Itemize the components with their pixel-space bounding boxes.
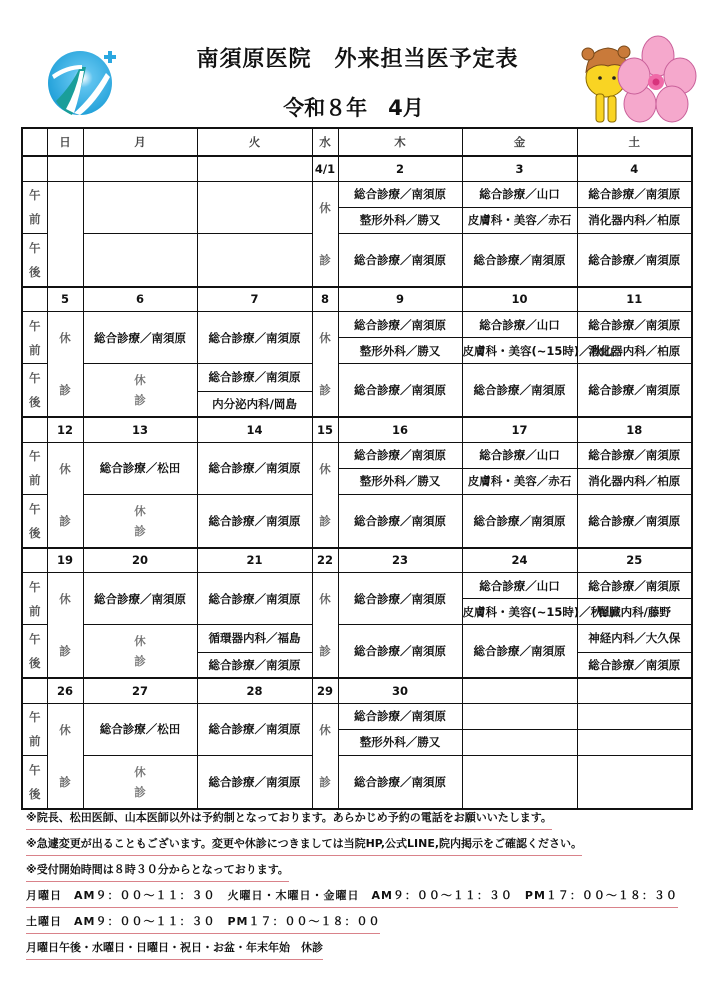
sun-closed: [47, 312, 83, 418]
date-tue: [197, 156, 312, 181]
date-corner: [22, 287, 47, 312]
date-fri: 24: [462, 548, 577, 573]
pm-label: [22, 494, 47, 548]
pm-label: [22, 625, 47, 679]
shift-cell-mon_am: 総合診療／松田: [83, 442, 197, 494]
shift-cell-thu_am: 整形外科／勝又: [338, 729, 462, 755]
am-label: [22, 573, 47, 625]
am-label: [22, 181, 47, 233]
am-row: [22, 312, 692, 338]
session-char: 午: [29, 240, 41, 255]
closed-char: 診: [134, 523, 146, 538]
shift-cell-thu_am: 整形外科／勝又: [338, 468, 462, 494]
session-char: 午: [29, 371, 41, 385]
shift-cell-fri_pm: 総合診療／南須原: [462, 233, 577, 287]
weekday-wed: 水: [312, 128, 338, 156]
shift-cell-fri_am: 総合診療／山口: [462, 181, 577, 207]
sun-empty: [47, 181, 83, 287]
closed-char: 診: [319, 252, 331, 267]
weekday-sat: 土: [577, 128, 692, 156]
date-wed: 15: [312, 417, 338, 442]
shift-cell-sat_pm: 総合診療／南須原: [577, 652, 692, 678]
note-changes: ※急遽変更が出ることもございます。変更や休診につきましては当院HP,公式LINE,院内掲示をご確認ください。: [26, 834, 696, 860]
closed-char: 休: [134, 503, 146, 518]
closed-char: 診: [59, 774, 71, 789]
shift-cell-thu_am: 総合診療／南須原: [338, 312, 462, 338]
closed-char: 診: [59, 513, 71, 528]
date-corner: [22, 417, 47, 442]
shift-cell-tue_am: 総合診療／南須原: [197, 703, 312, 755]
date-corner: [22, 548, 47, 573]
am-row: [22, 181, 692, 207]
date-wed: 8: [312, 287, 338, 312]
am-label: [22, 312, 47, 364]
closed-char: 休: [319, 592, 331, 606]
date-tue: 28: [197, 678, 312, 703]
date-thu: 30: [338, 678, 462, 703]
wed-closed: [312, 703, 338, 809]
shift-cell-thu_am: 総合診療／南須原: [338, 442, 462, 468]
shift-cell-tue_am: 総合診療／南須原: [197, 312, 312, 364]
note-hours-weekday: 月曜日 AM９：００～１１：３０ 火曜日・木曜日・金曜日 AM９：００～１１：３０ PM１７：００～１８：３０: [26, 886, 696, 912]
session-char: 前: [29, 734, 41, 748]
shift-cell-sat_am: 総合診療／南須原: [577, 573, 692, 599]
wed-closed: [312, 573, 338, 679]
shift-cell-tue_pm: 総合診療／南須原: [197, 652, 312, 678]
date-thu: 2: [338, 156, 462, 181]
clinic-logo-icon: [46, 45, 118, 117]
shift-cell-sat_am: 消化器内科／柏原: [577, 338, 692, 364]
shift-cell-fri_pm: 総合診療／南須原: [462, 364, 577, 418]
shift-cell-fri_pm: 総合診療／南須原: [462, 494, 577, 548]
date-tue: 7: [197, 287, 312, 312]
fri_am-empty: [462, 703, 577, 729]
shift-cell-sat_am: 総合診療／南須原: [577, 442, 692, 468]
closed-char: 休: [59, 331, 71, 345]
sat_am-empty: [577, 703, 692, 729]
fri_pm-empty: [462, 755, 577, 809]
session-char: 後: [29, 525, 41, 540]
closed-char: 休: [319, 200, 331, 215]
am-row: [22, 573, 692, 599]
date-sun: 19: [47, 548, 83, 573]
session-char: 午: [29, 762, 41, 777]
date-sun: 5: [47, 287, 83, 312]
closed-char: 休: [319, 331, 331, 345]
shift-cell-fri_pm: 総合診療／南須原: [462, 625, 577, 679]
date-corner: [22, 678, 47, 703]
closed-char: 休: [134, 634, 146, 648]
session-char: 前: [29, 342, 41, 357]
session-char: 前: [29, 212, 41, 226]
closed-char: 休: [59, 592, 71, 606]
date-sat: 4: [577, 156, 692, 181]
tue-am-empty: [197, 181, 312, 233]
date-row: [22, 678, 692, 703]
shift-cell-fri_am: 総合診療／山口: [462, 573, 577, 599]
pm-row: [22, 494, 692, 522]
date-sat: 18: [577, 417, 692, 442]
weekday-header-row: [22, 128, 692, 156]
date-mon: [83, 156, 197, 181]
mon-pm-closed: [83, 494, 197, 548]
mascot-flower-icon: [574, 32, 696, 127]
shift-cell-mon_am: 総合診療／南須原: [83, 573, 197, 625]
date-row: [22, 156, 692, 181]
closed-char: 診: [134, 393, 146, 407]
closed-char: 診: [319, 383, 331, 397]
session-char: 前: [29, 603, 41, 618]
shift-cell-tue_pm: 総合診療／南須原: [197, 364, 312, 392]
notes-section: [26, 808, 696, 964]
weekday-sun: 日: [47, 128, 83, 156]
mon-am-empty: [83, 181, 197, 233]
date-thu: 23: [338, 548, 462, 573]
wed-closed: [312, 442, 338, 548]
pm-label: [22, 233, 47, 287]
shift-cell-thu_am: 総合診療／南須原: [338, 181, 462, 207]
session-char: 午: [29, 501, 41, 516]
date-corner: [22, 156, 47, 181]
shift-cell-thu_am: 総合診療／南須原: [338, 573, 462, 625]
closed-char: 診: [134, 654, 146, 668]
shift-cell-sat_pm: 総合診療／南須原: [577, 233, 692, 287]
shift-cell-tue_pm: 内分泌内科/岡島: [197, 391, 312, 417]
date-sun: [47, 156, 83, 181]
session-char: 午: [29, 449, 41, 463]
date-mon: 20: [83, 548, 197, 573]
session-char: 午: [29, 632, 41, 646]
note-reception-time: ※受付開始時間は８時３０分からとなっております。: [26, 860, 696, 886]
session-char: 午: [29, 710, 41, 724]
pm-label: [22, 364, 47, 418]
sun-closed: [47, 703, 83, 809]
sat_am-empty: [577, 729, 692, 755]
shift-cell-tue_pm: 総合診療／南須原: [197, 494, 312, 548]
date-row: [22, 548, 692, 573]
fri_am-empty: [462, 729, 577, 755]
closed-char: 診: [59, 383, 71, 397]
page-title: 南須原医院 外来担当医予定表: [196, 47, 519, 72]
mon-pm-closed: [83, 625, 197, 679]
corner-cell: [22, 128, 47, 156]
date-row: [22, 287, 692, 312]
shift-cell-mon_am: 総合診療／松田: [83, 703, 197, 755]
closed-char: 診: [319, 644, 331, 658]
shift-cell-sat_pm: 神経内科／大久保: [577, 625, 692, 653]
session-char: 後: [29, 786, 41, 801]
weekday-tue: 火: [197, 128, 312, 156]
shift-cell-tue_pm: 総合診療／南須原: [197, 755, 312, 809]
shift-cell-fri_am: 皮膚科・美容(~15時)／秋山: [462, 338, 577, 364]
shift-cell-fri_am: 総合診療／山口: [462, 442, 577, 468]
shift-cell-sat_am: 総合診療／南須原: [577, 181, 692, 207]
date-mon: 6: [83, 287, 197, 312]
date-sat: 11: [577, 287, 692, 312]
date-wed: 4/1: [312, 156, 338, 181]
shift-cell-tue_pm: 循環器内科／福島: [197, 625, 312, 653]
closed-char: 休: [59, 722, 71, 737]
closed-char: 休: [134, 373, 146, 387]
shift-cell-thu_pm: 総合診療／南須原: [338, 364, 462, 418]
tue-pm-empty: [197, 233, 312, 287]
closed-char: 休: [319, 722, 331, 737]
mon-pm-closed: [83, 755, 197, 809]
am-label: [22, 442, 47, 494]
date-sat: 25: [577, 548, 692, 573]
pm-row: [22, 625, 692, 653]
date-thu: 16: [338, 417, 462, 442]
shift-cell-sat_pm: 総合診療／南須原: [577, 494, 692, 548]
shift-cell-fri_am: 皮膚科・美容／赤石: [462, 207, 577, 233]
closed-char: 診: [319, 774, 331, 789]
pm-row: [22, 755, 692, 783]
date-sun: 26: [47, 678, 83, 703]
date-fri: 17: [462, 417, 577, 442]
shift-cell-fri_am: 皮膚科・美容(~15時)／秋山: [462, 599, 577, 625]
date-row: [22, 417, 692, 442]
pm-row: [22, 364, 692, 392]
session-char: 午: [29, 579, 41, 594]
shift-cell-fri_am: 総合診療／山口: [462, 312, 577, 338]
date-fri: 10: [462, 287, 577, 312]
date-wed: 29: [312, 678, 338, 703]
shift-cell-tue_am: 総合診療／南須原: [197, 573, 312, 625]
session-char: 後: [29, 395, 41, 409]
shift-cell-thu_am: 総合診療／南須原: [338, 703, 462, 729]
closed-char: 診: [319, 513, 331, 528]
shift-cell-sat_am: 総合診療／南須原: [577, 312, 692, 338]
shift-cell-tue_am: 総合診療／南須原: [197, 442, 312, 494]
closed-char: 診: [134, 784, 146, 799]
date-sat: [577, 678, 692, 703]
date-mon: 13: [83, 417, 197, 442]
date-wed: 22: [312, 548, 338, 573]
wed-closed: [312, 312, 338, 418]
mon-pm-empty: [83, 233, 197, 287]
date-fri: 3: [462, 156, 577, 181]
weekday-thu: 木: [338, 128, 462, 156]
weekday-mon: 月: [83, 128, 197, 156]
session-char: 後: [29, 656, 41, 670]
date-mon: 27: [83, 678, 197, 703]
mon-pm-closed: [83, 364, 197, 418]
shift-cell-thu_pm: 総合診療／南須原: [338, 233, 462, 287]
sat_pm-empty: [577, 755, 692, 809]
shift-cell-sat_pm: 総合診療／南須原: [577, 364, 692, 418]
closed-char: 休: [134, 764, 146, 779]
date-thu: 9: [338, 287, 462, 312]
date-tue: 14: [197, 417, 312, 442]
session-char: 午: [29, 188, 41, 202]
shift-cell-thu_pm: 総合診療／南須原: [338, 625, 462, 679]
date-sun: 12: [47, 417, 83, 442]
date-tue: 21: [197, 548, 312, 573]
am-row: [22, 703, 692, 729]
session-char: 後: [29, 264, 41, 279]
sun-closed: [47, 442, 83, 548]
shift-cell-sat_am: 消化器内科／柏原: [577, 468, 692, 494]
closed-char: 休: [319, 461, 331, 476]
wed-closed: [312, 181, 338, 287]
closed-char: 診: [59, 644, 71, 658]
am-row: [22, 442, 692, 468]
shift-cell-mon_am: 総合診療／南須原: [83, 312, 197, 364]
schedule-table: [21, 127, 693, 810]
shift-cell-thu_pm: 総合診療／南須原: [338, 494, 462, 548]
shift-cell-sat_am: 消化器内科／柏原: [577, 207, 692, 233]
session-char: 午: [29, 318, 41, 333]
note-reservation: ※院長、松田医師、山本医師以外は予約制となっております。あらかじめ予約の電話をお願いいたします。: [26, 808, 696, 834]
shift-cell-thu_am: 整形外科／勝又: [338, 207, 462, 233]
weekday-fri: 金: [462, 128, 577, 156]
shift-cell-thu_pm: 総合診療／南須原: [338, 755, 462, 809]
month-title: 令和８年 4月: [283, 96, 424, 120]
shift-cell-fri_am: 皮膚科・美容／赤石: [462, 468, 577, 494]
am-label: [22, 703, 47, 755]
pm-row: [22, 233, 692, 261]
session-char: 前: [29, 473, 41, 487]
note-hours-saturday: 土曜日 AM９：００～１１：３０ PM１７：００～１８：００: [26, 912, 696, 938]
date-fri: [462, 678, 577, 703]
sun-closed: [47, 573, 83, 679]
note-closed-days: 月曜日午後・水曜日・日曜日・祝日・お盆・年末年始 休診: [26, 938, 696, 964]
closed-char: 休: [59, 461, 71, 476]
shift-cell-sat_am: 腎臓内科/藤野: [577, 599, 692, 625]
pm-label: [22, 755, 47, 809]
shift-cell-thu_am: 整形外科／勝又: [338, 338, 462, 364]
